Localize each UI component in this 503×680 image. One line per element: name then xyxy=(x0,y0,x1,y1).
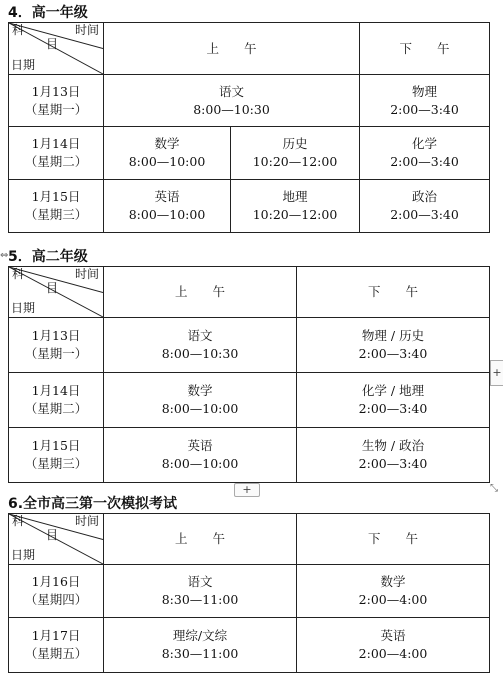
exam-cell: 物理 / 历史 2:00—3:40 xyxy=(297,318,490,373)
exam-cell: 化学 / 地理 2:00—3:40 xyxy=(297,373,490,428)
section-title-grade-1: 4．高一年级 xyxy=(8,5,88,21)
add-row-button[interactable]: + xyxy=(234,483,260,497)
date-cell: 1月14日 （星期二） xyxy=(9,127,104,180)
date-cell: 1月15日 （星期三） xyxy=(9,428,104,483)
exam-cell: 政治 2:00—3:40 xyxy=(360,180,490,233)
date-cell: 1月13日 （星期一） xyxy=(9,75,104,127)
exam-table-grade-2[interactable] xyxy=(8,266,490,483)
date-cell: 1月13日 （星期一） xyxy=(9,318,104,373)
afternoon-header: 下 午 xyxy=(297,514,490,565)
corner-date-label: 日期 xyxy=(11,58,36,72)
add-column-button[interactable]: + xyxy=(490,360,503,386)
date-cell: 1月15日 （星期三） xyxy=(9,180,104,233)
corner-date-label: 日期 xyxy=(11,301,36,315)
exam-cell: 数学 8:00—10:00 xyxy=(104,373,297,428)
morning-header: 上 午 xyxy=(104,267,297,318)
corner-date-label: 日期 xyxy=(11,548,36,562)
corner-time-label: 时间 xyxy=(74,23,99,37)
exam-cell: 生物 / 政治 2:00—3:40 xyxy=(297,428,490,483)
corner-mu-label: 目 xyxy=(46,528,59,542)
corner-header-cell xyxy=(9,267,104,318)
morning-header: 上 午 xyxy=(104,23,360,75)
exam-cell: 英语 8:00—10:00 xyxy=(104,180,231,233)
date-cell: 1月14日 （星期二） xyxy=(9,373,104,428)
afternoon-header: 下 午 xyxy=(297,267,490,318)
exam-cell: 物理 2:00—3:40 xyxy=(360,75,490,127)
table-resize-icon[interactable]: ⤡ xyxy=(490,483,498,494)
date-cell: 1月17日 （星期五） xyxy=(9,618,104,673)
exam-cell: 数学 8:00—10:00 xyxy=(104,127,231,180)
exam-cell: 英语 2:00—4:00 xyxy=(297,618,490,673)
exam-cell: 语文 8:00—10:30 xyxy=(104,75,360,127)
corner-time-label: 时间 xyxy=(74,267,99,281)
table-move-icon[interactable]: ⇔ xyxy=(0,250,9,261)
section-title-mock-exam: 6.全市高三第一次模拟考试 xyxy=(8,496,178,512)
afternoon-header: 下 午 xyxy=(360,23,490,75)
date-cell: 1月16日 （星期四） xyxy=(9,565,104,618)
exam-cell: 数学 2:00—4:00 xyxy=(297,565,490,618)
exam-cell: 历史 10:20—12:00 xyxy=(231,127,360,180)
corner-subject-label: 科 xyxy=(12,23,25,37)
corner-subject-label: 科 xyxy=(12,514,25,528)
exam-cell: 语文 8:00—10:30 xyxy=(104,318,297,373)
exam-cell: 化学 2:00—3:40 xyxy=(360,127,490,180)
corner-header-cell xyxy=(9,514,104,565)
exam-table-mock-exam[interactable] xyxy=(8,513,490,673)
corner-time-label: 时间 xyxy=(74,514,99,528)
corner-mu-label: 目 xyxy=(46,37,59,51)
section-title-grade-2: 5．高二年级 xyxy=(8,249,88,265)
exam-cell: 地理 10:20—12:00 xyxy=(231,180,360,233)
morning-header: 上 午 xyxy=(104,514,297,565)
exam-cell: 英语 8:00—10:00 xyxy=(104,428,297,483)
corner-header-cell xyxy=(9,23,104,75)
corner-subject-label: 科 xyxy=(12,267,25,281)
exam-table-grade-1[interactable] xyxy=(8,22,490,233)
corner-mu-label: 目 xyxy=(46,281,59,295)
exam-cell: 理综/文综 8:30—11:00 xyxy=(104,618,297,673)
exam-cell: 语文 8:30—11:00 xyxy=(104,565,297,618)
